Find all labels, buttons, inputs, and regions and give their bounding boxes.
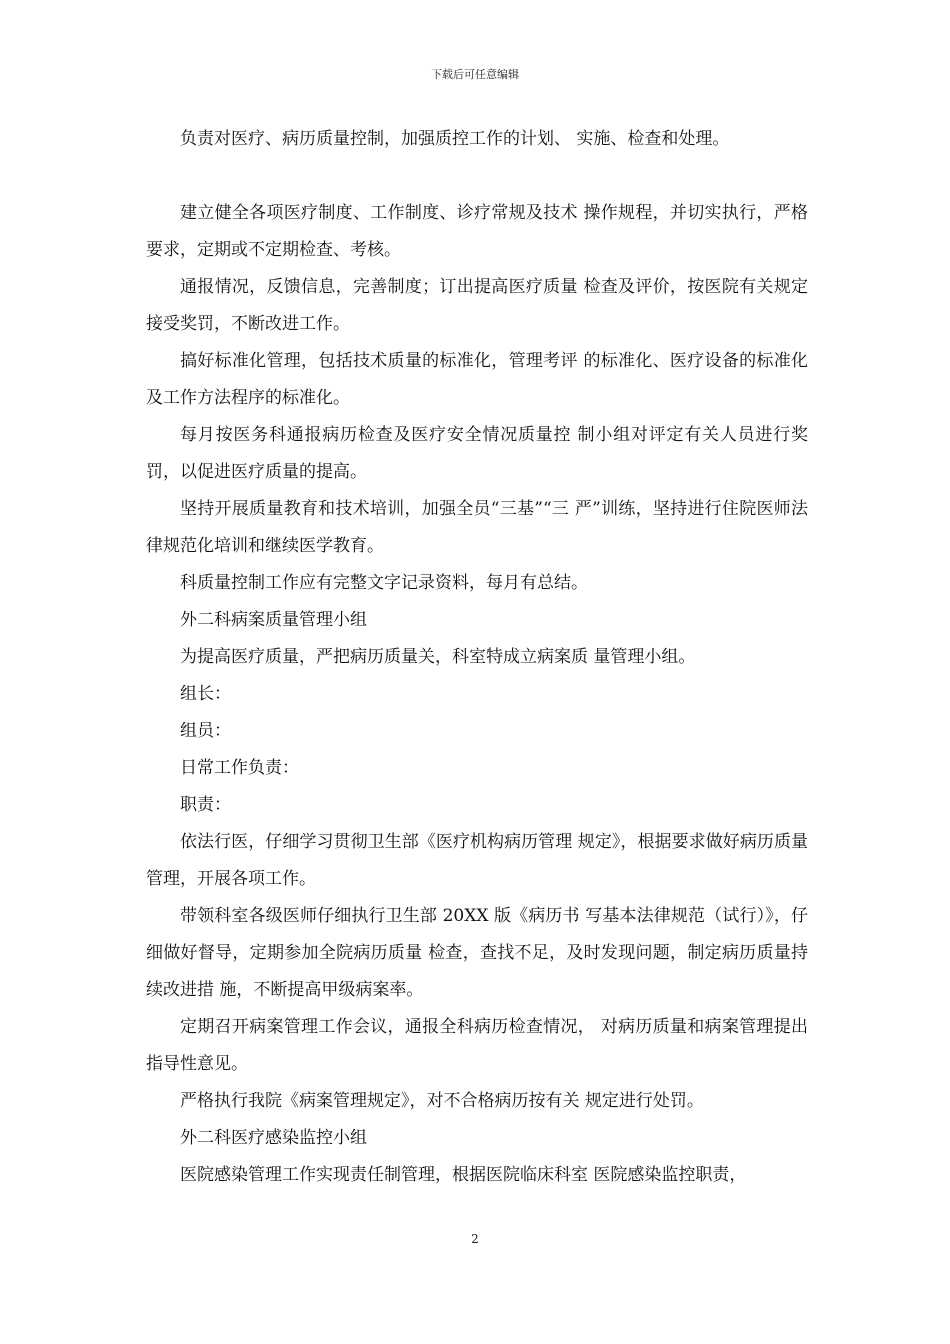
duties-line: 职责： <box>180 795 231 815</box>
paragraph: 带领科室各级医师仔细执行卫生部 20XX 版《病历书 写基本法律规范（试行）》，仔细做好督导，定期参加全院病历质量 检查，查找不足，及时发现问题，制定病历质量持续改进措 施，不断提高甲级病案率。 <box>146 906 808 1000</box>
paragraph: 每月按医务科通报病历检查及医疗安全情况质量控 制小组对评定有关人员进行奖罚，以促进医疗质量的提高。 <box>146 425 808 482</box>
section-heading: 外二科医疗感染监控小组 <box>180 1128 367 1148</box>
daily-work-line: 日常工作负责： <box>180 758 299 778</box>
page-number: 2 <box>471 1232 479 1246</box>
group-members-line: 组员： <box>180 721 231 741</box>
paragraph: 建立健全各项医疗制度、工作制度、诊疗常规及技术 操作规程，并切实执行，严格要求，定期或不定期检查、考核。 <box>146 203 808 260</box>
paragraph: 医院感染管理工作实现责任制管理，根据医院临床科室 医院感染监控职责， <box>180 1165 747 1185</box>
paragraph: 严格执行我院《病案管理规定》，对不合格病历按有关 规定进行处罚。 <box>180 1091 704 1111</box>
paragraph: 定期召开病案管理工作会议，通报全科病历检查情况， 对病历质量和病案管理提出指导性意见。 <box>146 1017 808 1074</box>
paragraph: 搞好标准化管理，包括技术质量的标准化，管理考评 的标准化、医疗设备的标准化及工作方法程序的标准化。 <box>146 351 808 408</box>
group-leader-line: 组长： <box>180 684 231 704</box>
paragraph: 负责对医疗、病历质量控制，加强质控工作的计划、 实施、检查和处理。 <box>180 129 730 149</box>
document-body <box>146 121 808 1194</box>
page-header: 下载后可任意编辑 <box>431 68 519 81</box>
paragraph-spacer <box>146 158 808 195</box>
section-heading: 外二科病案质量管理小组 <box>180 610 367 630</box>
paragraph: 坚持开展质量教育和技术培训，加强全员“三基”“三 严”训练，坚持进行住院医师法律规范化培训和继续医学教育。 <box>146 499 808 556</box>
paragraph: 为提高医疗质量，严把病历质量关，科室特成立病案质 量管理小组。 <box>180 647 696 667</box>
paragraph: 通报情况，反馈信息，完善制度；订出提高医疗质量 检查及评价，按医院有关规定接受奖罚，不断改进工作。 <box>146 277 808 334</box>
paragraph: 科质量控制工作应有完整文字记录资料，每月有总结。 <box>180 573 588 593</box>
paragraph: 依法行医，仔细学习贯彻卫生部《医疗机构病历管理 规定》，根据要求做好病历质量管理，开展各项工作。 <box>146 832 808 889</box>
